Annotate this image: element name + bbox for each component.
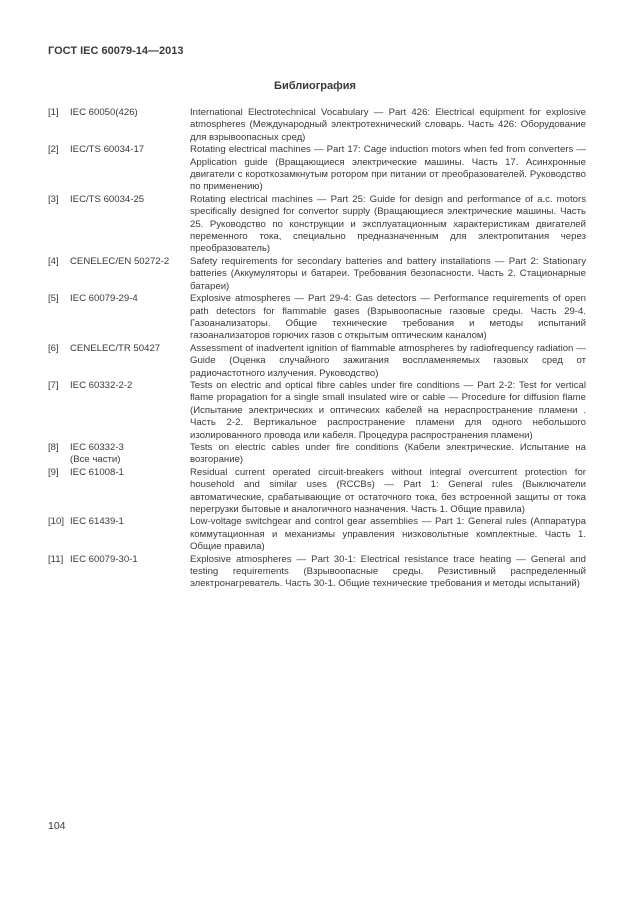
entry-ref-number: [4] bbox=[48, 255, 59, 267]
entry-ref-number: [9] bbox=[48, 466, 59, 478]
standard-code-label: IEC/TS 60034-17 bbox=[70, 144, 145, 156]
entry-ref-number: [3] bbox=[48, 193, 59, 205]
bibliography-list bbox=[48, 107, 586, 591]
entry-description: Low-voltage switchgear and control gear assemblies — Part 1: General rules (Аппаратура коммутационная и механизмы управления низковольтные комплектные. Часть 1. Общие правила) bbox=[190, 516, 586, 553]
bibliography-entry bbox=[48, 516, 586, 553]
bibliography-entry bbox=[48, 107, 586, 144]
entry-ref-number: [10] bbox=[48, 516, 65, 528]
entry-ref-number: [2] bbox=[48, 144, 59, 156]
entry-description: Safety requirements for secondary batteries and battery installations — Part 2: Stationary batteries (Аккумуляторы и батареи. Требования безопасности. Часть 2. Стационарные батареи) bbox=[190, 255, 586, 292]
entry-description: Explosive atmospheres — Part 30-1: Electrical resistance trace heating — General and testing requirements (Взрывоопасные среды. Резистивный распределенный электронагреватель. Часть 30-1. Общие технические требования и методы испытаний) bbox=[190, 553, 586, 590]
entry-standard-code bbox=[70, 144, 190, 194]
entry-description: Explosive atmospheres — Part 29-4: Gas detectors — Performance requirements of open path detectors for flammable gases (Взрывоопасные газовые среды. Часть 29-4. Газоанализаторы. Общие технические требования и методы испытаний газоанализаторов горючих газов с открытым оптическим каналом) bbox=[190, 293, 586, 342]
entry-description: Assessment of inadvertent ignition of flammable atmospheres by radiofrequency radiation — Guide (Оценка случайного зажигания воспламеняемых газовых сред от радиочастотного излучения. Руководство) bbox=[190, 342, 586, 379]
entry-standard-code bbox=[70, 256, 190, 293]
entry-standard-code bbox=[70, 554, 190, 591]
entry-standard-code bbox=[70, 442, 190, 467]
bibliography-entry bbox=[48, 380, 586, 442]
standard-code-label: IEC 60050(426) bbox=[70, 107, 138, 118]
entry-ref-number: [11] bbox=[48, 553, 64, 565]
entry-standard-code bbox=[70, 194, 190, 256]
entry-standard-code bbox=[70, 467, 190, 517]
standard-code-label: IEC 61439-1 bbox=[70, 516, 124, 528]
entry-description: Tests on electric and optical fibre cables under fire conditions — Part 2-2: Test for vertical flame propagation for a single small insulated wire or cable — Procedure for diffusion flame (Испытание электрических и оптических кабелей на нераспространение пламени . Часть 2-2. Вертикальное распространение пламени для одного небольшого изолированного провода или кабеля. Процедура распространения пламени) bbox=[190, 379, 586, 441]
standard-code-label: IEC 60079-29-4 bbox=[70, 293, 138, 305]
page-title: Библиография bbox=[274, 80, 356, 92]
entry-description: International Electrotechnical Vocabulary — Part 426: Electrical equipment for explosive atmospheres (Международный электротехнический словарь. Часть 426: Оборудование для взрывоопасных сред) bbox=[190, 107, 586, 143]
standard-code-label: CENELEC/EN 50272-2 bbox=[70, 255, 170, 267]
entry-ref-number: [6] bbox=[48, 342, 59, 354]
bibliography-entry bbox=[48, 144, 586, 194]
entry-ref-number: [8] bbox=[48, 441, 59, 453]
entry-description: Rotating electrical machines — Part 25: Guide for design and performance of a.c. motors specifically designed for convertor supply (Вращающиеся электрические машины. Часть 25. Руководство по конструкции и эксплуатационным характеристикам двигателей переменного тока, специально предназначенным для электропитания через преобразователь) bbox=[190, 193, 586, 255]
standard-code-note: (Все части) bbox=[70, 454, 121, 466]
entry-description: Tests on electric cables under fire conditions (Кабели электрические. Испытание на возгорание) bbox=[190, 441, 586, 466]
entry-ref-number: [7] bbox=[48, 379, 59, 391]
entry-ref-number: [5] bbox=[48, 293, 59, 305]
standard-code-label: IEC/TS 60034-25 bbox=[70, 193, 145, 205]
bibliography-entry bbox=[48, 343, 586, 380]
entry-standard-code bbox=[70, 107, 190, 144]
standard-code-label: IEC 60332-2-2 bbox=[70, 379, 133, 391]
bibliography-entry bbox=[48, 293, 586, 343]
entry-description: Residual current operated circuit-breakers without integral overcurrent protection for household and similar uses (RCCBs) — Part 1: General rules (Выключатели автоматические, срабатывающие от остаточного тока, без встроенной защиты от тока перегрузки бытовые и аналогичного назначения. Часть 1. Общие правила) bbox=[190, 466, 586, 515]
bibliography-entry bbox=[48, 467, 586, 517]
entry-standard-code bbox=[70, 516, 190, 553]
entry-standard-code bbox=[70, 343, 190, 380]
entry-standard-code bbox=[70, 293, 190, 343]
page-number: 104 bbox=[48, 820, 66, 832]
entry-description: Rotating electrical machines — Part 17: Cage induction motors when fed from converters — Application guide (Вращающиеся электрические машины. Часть 17. Асинхронные двигатели с короткозамкнутым ротором при питании от преобразователей. Руководство по применению) bbox=[190, 144, 586, 193]
bibliography-entry bbox=[48, 554, 586, 591]
standard-code-label: CENELEC/TR 50427 bbox=[70, 342, 161, 354]
bibliography-entry bbox=[48, 442, 586, 467]
entry-ref-number: [1] bbox=[48, 107, 59, 118]
bibliography-entry bbox=[48, 194, 586, 256]
bibliography-entry bbox=[48, 256, 586, 293]
document-number: ГОСТ IEC 60079-14—2013 bbox=[48, 45, 184, 57]
standard-code-label: IEC 61008-1 bbox=[70, 466, 124, 478]
standard-code-label: IEC 60079-30-1 bbox=[70, 553, 138, 565]
entry-standard-code bbox=[70, 380, 190, 442]
standard-code-label: IEC 60332-3 bbox=[70, 441, 124, 453]
